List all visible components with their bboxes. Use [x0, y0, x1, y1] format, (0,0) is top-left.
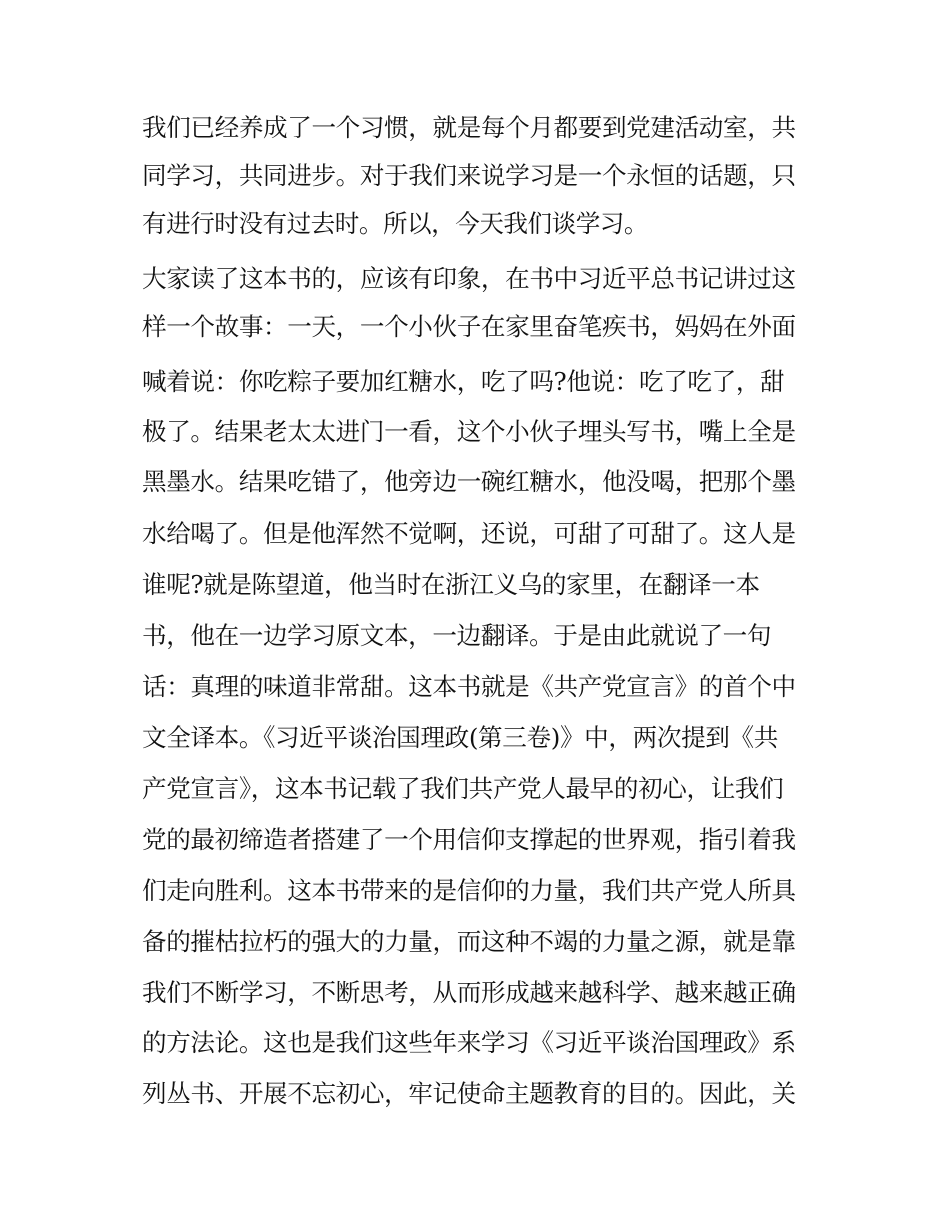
text-line-1: 我们已经养成了一个习惯，就是每个月都要到党建活动室，共	[142, 113, 796, 142]
text-line-2: 同学习，共同进步。对于我们来说学习是一个永恒的话题，只	[142, 161, 796, 190]
text-line-18: 我们不断学习，不断思考，从而形成越来越科学、越来越正确	[142, 978, 796, 1007]
text-line-6: 喊着说：你吃粽子要加红糖水，吃了吗?他说：吃了吃了，甜	[142, 367, 785, 396]
text-line-7: 极了。结果老太太进门一看，这个小伙子埋头写书，嘴上全是	[142, 417, 796, 446]
text-line-20: 列丛书、开展不忘初心，牢记使命主题教育的目的。因此，关	[142, 1079, 796, 1108]
text-line-12: 话：真理的味道非常甜。这本书就是《共产党宣言》的首个中	[142, 672, 796, 701]
text-line-4: 大家读了这本书的，应该有印象，在书中习近平总书记讲过这	[142, 264, 796, 293]
text-line-5: 样一个故事：一天，一个小伙子在家里奋笔疾书，妈妈在外面	[142, 312, 796, 341]
text-line-17: 备的摧枯拉朽的强大的力量，而这种不竭的力量之源，就是靠	[142, 927, 796, 956]
text-line-11: 书，他在一边学习原文本，一边翻译。于是由此就说了一句	[142, 621, 772, 650]
text-line-8: 黑墨水。结果吃错了，他旁边一碗红糖水，他没喝，把那个墨	[142, 467, 796, 496]
text-line-19: 的方法论。这也是我们这些年来学习《习近平谈治国理政》系	[142, 1028, 796, 1057]
text-line-15: 党的最初缔造者搭建了一个用信仰支撑起的世界观，指引着我	[142, 825, 796, 854]
text-line-9: 水给喝了。但是他浑然不觉啊，还说，可甜了可甜了。这人是	[142, 519, 796, 548]
text-line-13: 文全译本。《习近平谈治国理政(第三卷)》中，两次提到《共	[142, 723, 778, 752]
text-line-3: 有进行时没有过去时。所以，今天我们谈学习。	[142, 209, 648, 238]
text-line-14: 产党宣言》，这本书记载了我们共产党人最早的初心，让我们	[142, 774, 784, 803]
text-line-16: 们走向胜利。这本书带来的是信仰的力量，我们共产党人所具	[142, 876, 796, 905]
text-line-10: 谁呢?就是陈望道，他当时在浙江义乌的家里，在翻译一本	[142, 570, 760, 599]
